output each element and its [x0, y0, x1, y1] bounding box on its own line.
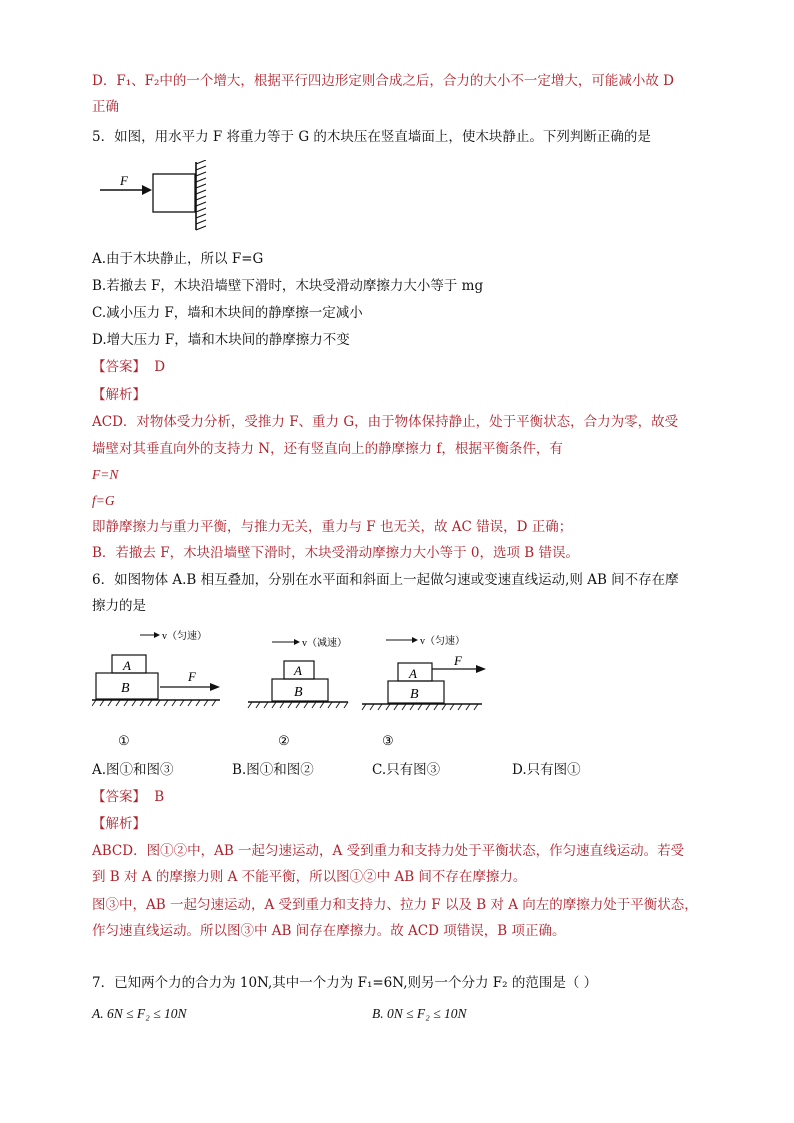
svg-text:②: ②	[278, 733, 290, 748]
q4-option-d-line1: D．F₁、F₂中的一个增大，根据平行四边形定则合成之后，合力的大小不一定增大，可能减小故 D	[92, 73, 674, 89]
svg-text:③: ③	[382, 733, 394, 748]
q7-stem: 7．已知两个力的合力为 10N,其中一个力为 F₁=6N,则另一个分力 F₂ 的范围是（ ）	[92, 975, 598, 991]
q5-answer-row	[92, 357, 165, 377]
svg-text:A: A	[123, 658, 131, 673]
q5-option-b: B.若撤去 F，木块沿墙壁下滑时，木块受滑动摩擦力大小等于 mg	[92, 278, 484, 294]
q6-analysis-line4: 作匀速直线运动。所以图③中 AB 间存在摩擦力。故 ACD 项错误，B 项正确。	[92, 923, 566, 939]
q6-options-row	[92, 760, 581, 780]
svg-text:v（匀速）: v（匀速）	[162, 631, 207, 642]
q6-analysis-tag: 【解析】	[92, 816, 146, 832]
q5-analysis-line6: B．若撤去 F，木块沿墙壁下滑时，木块受滑动摩擦力大小等于 0，选项 B 错误。	[92, 545, 579, 561]
q5-option-c: C.减小压力 F，墙和木块间的静摩擦一定减小	[92, 305, 363, 321]
q5-stem: 5．如图，用水平力 F 将重力等于 G 的木块压在竖直墙面上，使木块静止。下列判断正确的是	[92, 129, 651, 145]
svg-text:B: B	[294, 685, 303, 700]
q5-analysis-line5: 即静摩擦力与重力平衡，与推力无关，重力与 F 也无关，故 AC 错误，D 正确；	[92, 519, 573, 535]
q6-analysis-line2: 到 B 对 A 的摩擦力则 A 不能平衡，所以图①②中 AB 间不存在摩擦力。	[92, 869, 527, 885]
q5-analysis-line4: f=G	[92, 493, 115, 508]
q7-option-a: A. 6N ≤ F₂ ≤ 10N	[92, 1006, 187, 1021]
q5-answer-value: D	[154, 359, 166, 375]
svg-text:B: B	[121, 681, 130, 696]
q6-stem-line1: 6．如图物体 A.B 相互叠加，分别在水平面和斜面上一起做匀速或变速直线运动,则 AB 间不存在摩	[92, 572, 679, 588]
svg-text:①: ①	[118, 733, 130, 748]
q5-analysis-line2: 墙壁对其垂直向外的支持力 N，还有竖直向上的静摩擦力 f，根据平衡条件，有	[92, 441, 563, 457]
svg-text:F: F	[454, 653, 462, 668]
q6-diagram-2	[248, 636, 348, 748]
q6-analysis-line1: ABCD．图①②中，AB 一起匀速运动，A 受到重力和支持力处于平衡状态，作匀速直线运动。若受	[92, 843, 685, 859]
q6-diagram-1	[92, 629, 220, 748]
q5-answer-tag: 【答案】	[92, 359, 146, 375]
q5-analysis-line1: ACD．对物体受力分析，受推力 F、重力 G，由于物体保持静止，处于平衡状态，合力为零，故受	[92, 414, 679, 430]
svg-text:v（匀速）: v（匀速）	[420, 636, 465, 647]
q4-option-d-line2: 正确	[92, 99, 119, 115]
svg-text:A: A	[294, 663, 302, 678]
q6-option-b: B.图①和图②	[232, 762, 314, 778]
q5-force-label: F	[120, 173, 128, 188]
q5-figure-block-wall	[92, 160, 222, 235]
q6-option-a: A.图①和图③	[92, 762, 174, 778]
svg-text:v（减速）: v（减速）	[302, 638, 347, 649]
svg-text:F: F	[188, 669, 196, 684]
q6-analysis-line3: 图③中，AB 一起匀速运动，A 受到重力和支持力、拉力 F 以及 B 对 A 向左的摩擦力处于平衡状态，	[92, 897, 698, 913]
q6-answer-value: B	[154, 789, 165, 805]
svg-text:A: A	[409, 666, 417, 681]
q6-answer-row	[92, 787, 164, 807]
q5-option-a: A.由于木块静止，所以 F=G	[92, 251, 264, 267]
svg-text:B: B	[410, 687, 419, 702]
q5-analysis-line3: F=N	[92, 467, 119, 482]
q6-diagram-3	[362, 634, 486, 748]
q6-option-d: D.只有图①	[512, 762, 581, 778]
q7-options-row	[92, 1004, 467, 1024]
q7-option-b: B. 0N ≤ F₂ ≤ 10N	[372, 1006, 467, 1021]
q5-option-d: D.增大压力 F，墙和木块间的静摩擦力不变	[92, 332, 350, 348]
q6-figure-three-diagrams	[92, 625, 512, 755]
q5-analysis-tag: 【解析】	[92, 387, 146, 403]
q6-stem-line2: 擦力的是	[92, 598, 146, 614]
q6-answer-tag: 【答案】	[92, 789, 146, 805]
q6-option-c: C.只有图③	[372, 762, 441, 778]
